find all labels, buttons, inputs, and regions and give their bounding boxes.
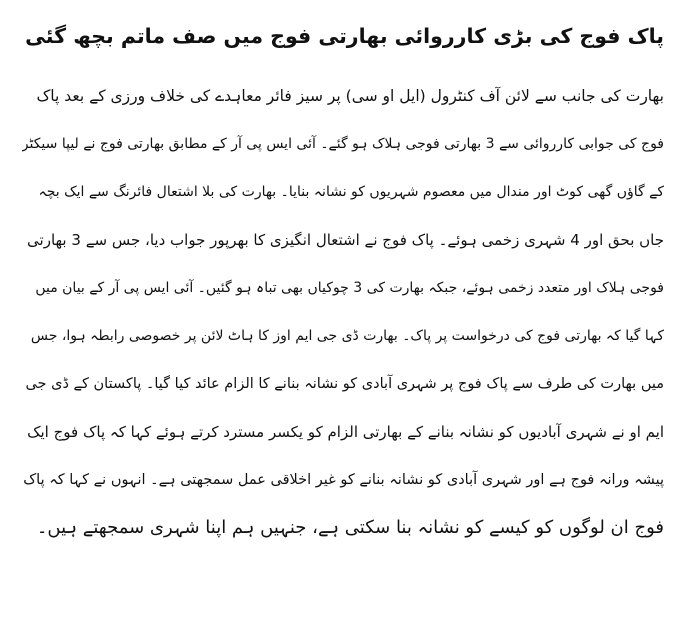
body-line-7: میں بھارت کی طرف سے پاک فوج پر شہری آبادی کو نشانہ بنانے کا الزام عائد کیا گیا۔ پاکستان کے ڈی جی <box>25 376 664 392</box>
body-line-2: فوج کی جوابی کارروائی سے 3 بھارتی فوجی ہلاک ہو گئے۔ آئی ایس پی آر کے مطابق بھارتی فوج نے لیپا سیکٹر <box>22 136 664 152</box>
article-body <box>22 72 664 552</box>
body-line-6: کہا گیا کہ بھارتی فوج کی درخواست پر پاک۔ بھارت ڈی جی ایم اوز کا ہاٹ لائن پر خصوصی رابطہ ہوا، جس <box>30 328 664 344</box>
body-line-5: فوجی ہلاک اور متعدد زخمی ہوئے، جبکہ بھارت کی 3 چوکیاں بھی تباہ ہو گئیں۔ آئی ایس پی آر کے بیان میں <box>35 280 664 296</box>
body-line-4: جاں بحق اور 4 شہری زخمی ہوئے۔ پاک فوج نے اشتعال انگیزی کا بھرپور جواب دیا، جس سے 3 بھارتی <box>27 231 664 249</box>
body-line-3: کے گاؤں گھی کوٹ اور مندال میں معصوم شہریوں کو نشانہ بنایا۔ بھارت کی بلا اشتعال فائرنگ سے ایک بچہ <box>38 184 664 200</box>
body-line-9: پیشہ ورانہ فوج ہے اور شہری آبادی کو نشانہ بنانے کو غیر اخلاقی عمل سمجھتی ہے۔ انہوں نے کہا کہ پاک <box>23 472 664 488</box>
body-line-10: فوج ان لوگوں کو کیسے کو نشانہ بنا سکتی ہے، جنہیں ہم اپنا شہری سمجھتے ہیں۔ <box>36 517 664 538</box>
body-line-8: ایم او نے شہری آبادیوں کو نشانہ بنانے کے بھارتی الزام کو یکسر مسترد کرتے ہوئے کہا کہ پاک فوج ایک <box>27 423 664 441</box>
body-line-1: بھارت کی جانب سے لائن آف کنٹرول (ایل او سی) پر سیز فائر معاہدے کی خلاف ورزی کے بعد پاک <box>36 87 664 105</box>
article-headline: پاک فوج کی بڑی کارروائی بھارتی فوج میں صف ماتم بچھ گئی <box>25 24 664 48</box>
